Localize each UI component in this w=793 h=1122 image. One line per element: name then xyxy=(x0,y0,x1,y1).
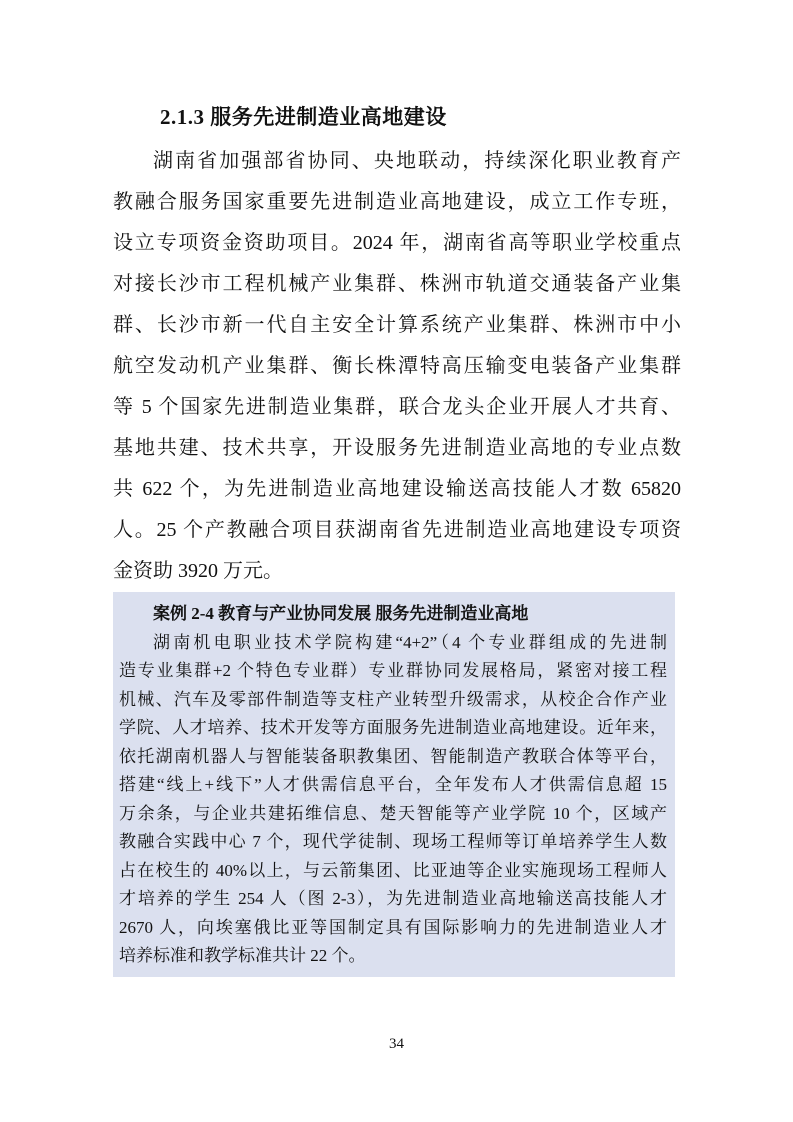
paragraph-line: 等 5 个国家先进制造业集群，联合龙头企业开展人才共育、 xyxy=(113,396,681,418)
paragraph-line: 金资助 3920 万元。 xyxy=(113,560,283,582)
case-line: 搭建“线上+线下”人才供需信息平台，全年发布人才供需信息超 15 xyxy=(119,775,667,794)
case-line: 湖南机电职业技术学院构建“4+2”（4 个专业群组成的先进制 xyxy=(153,632,667,652)
case-line: 培养标准和教学标准共计 22 个。 xyxy=(119,946,366,965)
case-study-box xyxy=(113,592,675,977)
paragraph-line: 对接长沙市工程机械产业集群、株洲市轨道交通装备产业集 xyxy=(113,273,681,295)
case-line: 教融合实践中心 7 个，现代学徒制、现场工程师等订单培养学生人数 xyxy=(119,832,667,851)
case-line: 学院、人才培养、技术开发等方面服务先进制造业高地建设。近年来， xyxy=(119,718,667,737)
case-line: 占在校生的 40%以上，与云箭集团、比亚迪等企业实施现场工程师人 xyxy=(119,860,667,880)
paragraph-line: 湖南省加强部省协同、央地联动，持续深化职业教育产 xyxy=(153,150,681,172)
case-line: 2670 人，向埃塞俄比亚等国制定具有国际影响力的先进制造业人才 xyxy=(119,917,667,937)
case-line: 才培养的学生 254 人（图 2-3），为先进制造业高地输送高技能人才 xyxy=(119,889,667,908)
paragraph-line: 航空发动机产业集群、衡长株潭特高压输变电装备产业集群 xyxy=(113,355,681,377)
paragraph-line: 人。25 个产教融合项目获湖南省先进制造业高地建设专项资 xyxy=(113,519,681,541)
paragraph-line: 教融合服务国家重要先进制造业高地建设，成立工作专班， xyxy=(113,191,681,213)
page-number: 34 xyxy=(389,1036,404,1052)
paragraph-line: 共 622 个，为先进制造业高地建设输送高技能人才数 65820 xyxy=(113,478,681,500)
paragraph-line: 基地共建、技术共享，开设服务先进制造业高地的专业点数 xyxy=(113,437,681,459)
case-line: 造专业集群+2 个特色专业群）专业群协同发展格局，紧密对接工程 xyxy=(119,661,667,680)
case-study-title: 案例 2-4 教育与产业协同发展 服务先进制造业高地 xyxy=(153,604,529,623)
body-paragraph xyxy=(113,141,681,592)
section-heading: 2.1.3 服务先进制造业高地建设 xyxy=(160,105,447,129)
paragraph-line: 设立专项资金资助项目。2024 年，湖南省高等职业学校重点 xyxy=(113,232,681,254)
case-line: 机械、汽车及零部件制造等支柱产业转型升级需求，从校企合作产业 xyxy=(119,689,667,709)
paragraph-line: 群、长沙市新一代自主安全计算系统产业集群、株洲市中小 xyxy=(113,314,681,336)
case-line: 万余条，与企业共建拓维信息、楚天智能等产业学院 10 个，区域产 xyxy=(119,803,667,823)
case-line: 依托湖南机器人与智能装备职教集团、智能制造产教联合体等平台， xyxy=(119,746,667,766)
